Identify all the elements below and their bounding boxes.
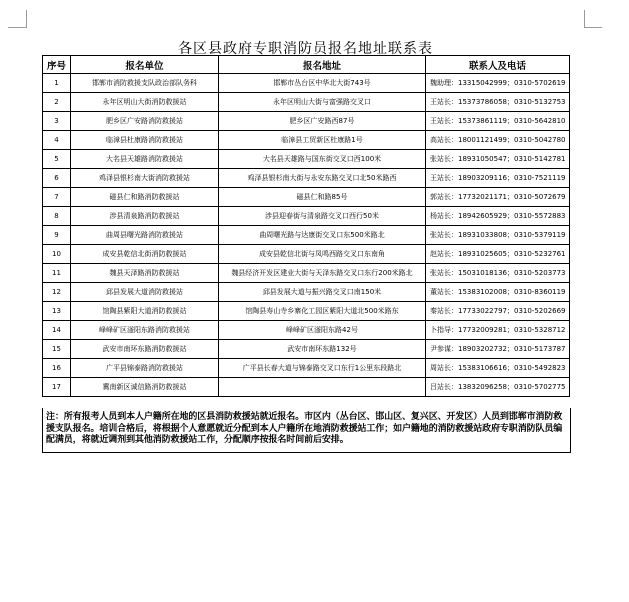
row-number: 4	[43, 131, 71, 150]
row-contact: 王站长：18903209116；0310-7521119	[426, 169, 570, 188]
table-row	[43, 321, 570, 340]
row-unit: 曲周县曙光路消防救援站	[71, 226, 219, 245]
row-contact: 张站长：18931033808；0310-5379119	[426, 226, 570, 245]
row-unit: 广平县锦泰路消防救援站	[71, 359, 219, 378]
row-address: 武安市南环东路132号	[219, 340, 426, 359]
row-contact: 王站长：15373861119；0310-5642810	[426, 112, 570, 131]
row-address: 邱县发展大道与振兴路交叉口南150米	[219, 283, 426, 302]
row-number: 11	[43, 264, 71, 283]
row-unit: 磁县仁和路消防救援站	[71, 188, 219, 207]
table-row	[43, 340, 570, 359]
row-address: 广平县长春大道与锦泰路交叉口东行1公里东段路北	[219, 359, 426, 378]
row-address: 磁县仁和路85号	[219, 188, 426, 207]
row-address: 魏县经济开发区建业大街与天泽东路交叉口东行200米路北	[219, 264, 426, 283]
table-row	[43, 93, 570, 112]
table-row	[43, 169, 570, 188]
row-contact: 卜指导：17732009281；0310-5328712	[426, 321, 570, 340]
table-row	[43, 112, 570, 131]
row-contact: 赵站长：18931025605；0310-5232761	[426, 245, 570, 264]
header-address: 报名地址	[219, 56, 426, 74]
row-address: 肥乡区广安路西87号	[219, 112, 426, 131]
row-unit: 邯郸市消防救援支队政治部队务科	[71, 74, 219, 93]
row-number: 5	[43, 150, 71, 169]
table-row	[43, 245, 570, 264]
footnote: 注：所有报考人员到本人户籍所在地的区县消防救援站就近报名。市区内（丛台区、邯山区、复兴区、开发区）人员到邯郸市消防救援支队报名。培训合格后，将根据个人意愿就近分配到本人户籍所在地消防救援站工作；如户籍地的消防救援站政府专职消防队员编配满员，将就近调剂到其他消防救援站工作，分配顺序按报名时间前后安排。	[42, 408, 571, 453]
row-number: 9	[43, 226, 71, 245]
row-unit: 峰峰矿区滏阳东路消防救援站	[71, 321, 219, 340]
row-unit: 冀南新区诚信路消防救援站	[71, 378, 219, 397]
table-row	[43, 283, 570, 302]
row-contact: 张站长：18931050547；0310-5142781	[426, 150, 570, 169]
row-contact: 秦站长：17733022797；0310-5202669	[426, 302, 570, 321]
row-number: 2	[43, 93, 71, 112]
row-number: 14	[43, 321, 71, 340]
table-row	[43, 378, 570, 397]
row-number: 6	[43, 169, 71, 188]
row-number: 8	[43, 207, 71, 226]
page-corner-mark	[26, 10, 27, 28]
row-number: 12	[43, 283, 71, 302]
table-row	[43, 264, 570, 283]
row-address: 永年区明山大街与富强路交叉口	[219, 93, 426, 112]
row-address: 大名县天雄路与国东街交叉口西100米	[219, 150, 426, 169]
page-corner-mark	[584, 10, 585, 28]
row-contact: 魏助理：13315042999；0310-5702619	[426, 74, 570, 93]
row-contact: 王站长：15373786058；0310-5132753	[426, 93, 570, 112]
row-number: 16	[43, 359, 71, 378]
row-address: 邯郸市丛台区中华北大街743号	[219, 74, 426, 93]
row-contact: 杨站长：18942605929；0310-5572883	[426, 207, 570, 226]
row-number: 7	[43, 188, 71, 207]
row-number: 3	[43, 112, 71, 131]
row-address: 临漳县工贸新区杜康路1号	[219, 131, 426, 150]
row-unit: 鸡泽县银杉南大街消防救援站	[71, 169, 219, 188]
row-contact: 吕站长：13832096258；0310-5702775	[426, 378, 570, 397]
row-address: 峰峰矿区滏阳东路42号	[219, 321, 426, 340]
row-number: 15	[43, 340, 71, 359]
row-address: 成安县乾信北街与凤鸣西路交叉口东南角	[219, 245, 426, 264]
row-contact: 周站长：15383106616；0310-5492823	[426, 359, 570, 378]
row-number: 17	[43, 378, 71, 397]
row-unit: 永年区明山大街消防救援站	[71, 93, 219, 112]
document-title: 各区县政府专职消防员报名地址联系表	[178, 41, 433, 57]
table-row	[43, 74, 570, 93]
table-row	[43, 207, 570, 226]
row-unit: 武安市南环东路消防救援站	[71, 340, 219, 359]
row-unit: 大名县天雄路消防救援站	[71, 150, 219, 169]
page-corner-mark	[584, 27, 602, 28]
row-unit: 肥乡区广安路消防救援站	[71, 112, 219, 131]
registration-table	[42, 55, 570, 397]
row-unit: 涉县清泉路消防救援站	[71, 207, 219, 226]
row-number: 10	[43, 245, 71, 264]
row-contact: 郭站长：17732021171；0310-5072679	[426, 188, 570, 207]
row-address	[219, 378, 426, 397]
table-header-row	[43, 56, 570, 74]
table-row	[43, 150, 570, 169]
row-contact: 董站长：15383102008；0310-8360119	[426, 283, 570, 302]
row-unit: 邱县发展大道消防救援站	[71, 283, 219, 302]
header-no: 序号	[43, 56, 71, 74]
header-contact: 联系人及电话	[426, 56, 570, 74]
header-unit: 报名单位	[71, 56, 219, 74]
table-row	[43, 226, 570, 245]
table-row	[43, 131, 570, 150]
table-row	[43, 188, 570, 207]
row-unit: 馆陶县紫阳大道消防救援站	[71, 302, 219, 321]
row-address: 鸡泽县银杉南大街与永安东路交叉口北50米路西	[219, 169, 426, 188]
row-address: 涉县迎春街与清泉路交叉口西行50米	[219, 207, 426, 226]
row-address: 曲周曙光路与达康街交叉口东500米路北	[219, 226, 426, 245]
row-unit: 成安县乾信北街消防救援站	[71, 245, 219, 264]
page-corner-mark	[8, 27, 26, 28]
row-contact: 张站长：15031018136；0310-5203773	[426, 264, 570, 283]
table-row	[43, 359, 570, 378]
row-unit: 魏县天泽路消防救援站	[71, 264, 219, 283]
table-row	[43, 302, 570, 321]
row-contact: 高站长：18001121499；0310-5042780	[426, 131, 570, 150]
row-contact: 尹参谋：18903202732；0310-5173787	[426, 340, 570, 359]
row-number: 1	[43, 74, 71, 93]
row-number: 13	[43, 302, 71, 321]
row-unit: 临漳县杜康路消防救援站	[71, 131, 219, 150]
row-address: 馆陶县寿山寺乡寨化工园区紫阳大道北500米路东	[219, 302, 426, 321]
